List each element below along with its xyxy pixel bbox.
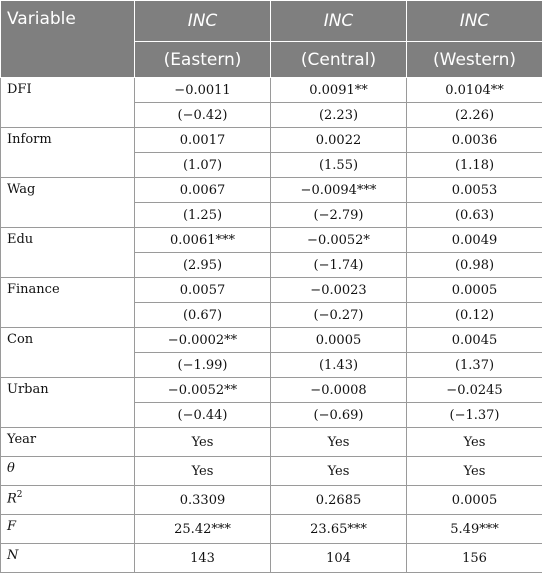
row-name: Con bbox=[1, 328, 135, 378]
value-cell: 0.0005 bbox=[407, 486, 542, 515]
value-cell: Yes bbox=[271, 428, 407, 457]
value-cell: Yes bbox=[407, 428, 542, 457]
coef-cell: −0.0052** bbox=[135, 378, 271, 403]
table-body bbox=[1, 78, 542, 573]
tstat-cell: (2.26) bbox=[407, 103, 542, 128]
table-row bbox=[1, 78, 542, 103]
f-symbol: F bbox=[7, 519, 16, 534]
value-cell: Yes bbox=[407, 457, 542, 486]
value-cell: Yes bbox=[135, 428, 271, 457]
coef-cell: −0.0094*** bbox=[271, 178, 407, 203]
row-name: Finance bbox=[1, 278, 135, 328]
coef-cell: 0.0045 bbox=[407, 328, 542, 353]
header-region-eastern: (Eastern) bbox=[135, 42, 271, 78]
value-cell: 156 bbox=[407, 544, 542, 573]
coef-cell: −0.0023 bbox=[271, 278, 407, 303]
value-cell: 5.49*** bbox=[407, 515, 542, 544]
tstat-cell: (2.23) bbox=[271, 103, 407, 128]
header-model-central: INC bbox=[271, 1, 407, 42]
tstat-cell: (2.95) bbox=[135, 253, 271, 278]
row-name bbox=[1, 515, 135, 544]
coef-cell: 0.0049 bbox=[407, 228, 542, 253]
tstat-cell: (−0.42) bbox=[135, 103, 271, 128]
tstat-cell: (−0.69) bbox=[271, 403, 407, 428]
coef-cell: 0.0005 bbox=[271, 328, 407, 353]
value-cell: 143 bbox=[135, 544, 271, 573]
r-superscript: 2 bbox=[17, 490, 23, 500]
table-row bbox=[1, 178, 542, 203]
table-row bbox=[1, 378, 542, 403]
header-model-western: INC bbox=[407, 1, 542, 42]
table-row bbox=[1, 486, 542, 515]
coef-cell: −0.0008 bbox=[271, 378, 407, 403]
r-symbol: R bbox=[7, 491, 17, 506]
header-region-central: (Central) bbox=[271, 42, 407, 78]
table-row bbox=[1, 228, 542, 253]
coef-cell: 0.0091** bbox=[271, 78, 407, 103]
row-name: Year bbox=[1, 428, 135, 457]
coef-cell: −0.0011 bbox=[135, 78, 271, 103]
tstat-cell: (−1.99) bbox=[135, 353, 271, 378]
tstat-cell: (1.37) bbox=[407, 353, 542, 378]
tstat-cell: (−1.74) bbox=[271, 253, 407, 278]
row-name: DFI bbox=[1, 78, 135, 128]
tstat-cell: (0.63) bbox=[407, 203, 542, 228]
value-cell: 0.2685 bbox=[271, 486, 407, 515]
coef-cell: 0.0067 bbox=[135, 178, 271, 203]
row-name: Wag bbox=[1, 178, 135, 228]
coef-cell: −0.0002** bbox=[135, 328, 271, 353]
tstat-cell: (0.67) bbox=[135, 303, 271, 328]
table-row bbox=[1, 128, 542, 153]
header-variable: Variable bbox=[1, 1, 135, 78]
tstat-cell: (1.25) bbox=[135, 203, 271, 228]
value-cell: 104 bbox=[271, 544, 407, 573]
row-name: Inform bbox=[1, 128, 135, 178]
value-cell: 25.42*** bbox=[135, 515, 271, 544]
coef-cell: 0.0022 bbox=[271, 128, 407, 153]
table-row bbox=[1, 328, 542, 353]
coef-cell: 0.0057 bbox=[135, 278, 271, 303]
table-row bbox=[1, 278, 542, 303]
row-name bbox=[1, 486, 135, 515]
n-symbol: N bbox=[7, 548, 18, 563]
value-cell: 23.65*** bbox=[271, 515, 407, 544]
coef-cell: 0.0053 bbox=[407, 178, 542, 203]
coef-cell: 0.0005 bbox=[407, 278, 542, 303]
table-row bbox=[1, 428, 542, 457]
coef-cell: −0.0245 bbox=[407, 378, 542, 403]
tstat-cell: (−2.79) bbox=[271, 203, 407, 228]
tstat-cell: (−0.44) bbox=[135, 403, 271, 428]
tstat-cell: (1.18) bbox=[407, 153, 542, 178]
coef-cell: 0.0017 bbox=[135, 128, 271, 153]
tstat-cell: (1.55) bbox=[271, 153, 407, 178]
row-name: Urban bbox=[1, 378, 135, 428]
theta-symbol: θ bbox=[7, 461, 15, 476]
coef-cell: −0.0052* bbox=[271, 228, 407, 253]
coef-cell: 0.0036 bbox=[407, 128, 542, 153]
tstat-cell: (1.07) bbox=[135, 153, 271, 178]
tstat-cell: (−0.27) bbox=[271, 303, 407, 328]
value-cell: Yes bbox=[135, 457, 271, 486]
tstat-cell: (0.12) bbox=[407, 303, 542, 328]
tstat-cell: (−1.37) bbox=[407, 403, 542, 428]
coef-cell: 0.0104** bbox=[407, 78, 542, 103]
value-cell: 0.3309 bbox=[135, 486, 271, 515]
coef-cell: 0.0061*** bbox=[135, 228, 271, 253]
tstat-cell: (0.98) bbox=[407, 253, 542, 278]
table-header bbox=[1, 1, 542, 78]
table-row bbox=[1, 515, 542, 544]
value-cell: Yes bbox=[271, 457, 407, 486]
row-name: Edu bbox=[1, 228, 135, 278]
row-name bbox=[1, 457, 135, 486]
header-model-eastern: INC bbox=[135, 1, 271, 42]
tstat-cell: (1.43) bbox=[271, 353, 407, 378]
header-region-western: (Western) bbox=[407, 42, 542, 78]
table-row bbox=[1, 457, 542, 486]
